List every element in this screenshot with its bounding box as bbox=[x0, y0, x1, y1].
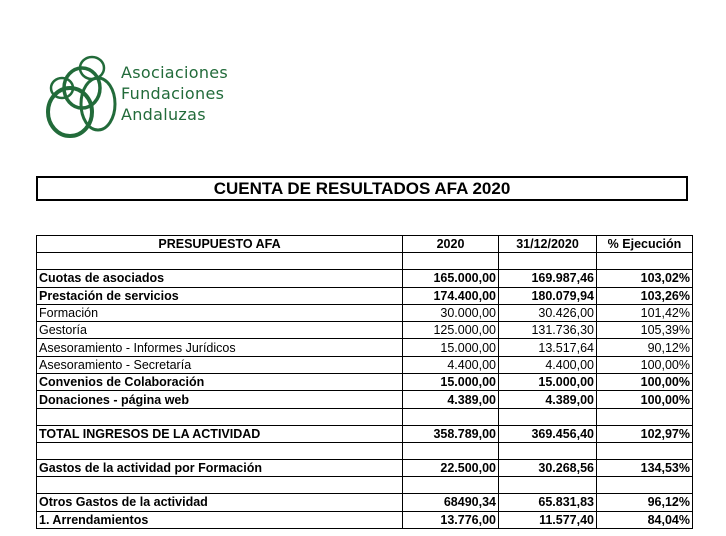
row-value-31-12 bbox=[499, 408, 597, 425]
row-value-2020 bbox=[403, 477, 499, 494]
row-label bbox=[37, 253, 403, 270]
results-table bbox=[36, 235, 693, 529]
row-value-31-12: 4.400,00 bbox=[499, 356, 597, 373]
table-row bbox=[37, 494, 693, 511]
table-row bbox=[37, 356, 693, 373]
row-label: Otros Gastos de la actividad bbox=[37, 494, 403, 511]
row-value-2020: 15.000,00 bbox=[403, 374, 499, 391]
row-value-31-12: 30.426,00 bbox=[499, 304, 597, 321]
row-value-31-12: 15.000,00 bbox=[499, 374, 597, 391]
row-pct-ejecucion: 134,53% bbox=[597, 459, 693, 476]
row-value-2020: 174.400,00 bbox=[403, 287, 499, 304]
row-value-31-12: 131.736,30 bbox=[499, 322, 597, 339]
logo-line-andaluzas: Andaluzas bbox=[121, 105, 206, 124]
row-pct-ejecucion: 105,39% bbox=[597, 322, 693, 339]
table-row bbox=[37, 391, 693, 408]
header-2020: 2020 bbox=[403, 236, 499, 253]
logo-line-asociaciones: Asociaciones bbox=[121, 63, 229, 82]
table-row bbox=[37, 304, 693, 321]
row-label: Gastos de la actividad por Formación bbox=[37, 459, 403, 476]
row-label: 1. Arrendamientos bbox=[37, 511, 403, 528]
table-spacer-row bbox=[37, 253, 693, 270]
row-value-2020: 4.400,00 bbox=[403, 356, 499, 373]
table-row bbox=[37, 322, 693, 339]
row-pct-ejecucion bbox=[597, 253, 693, 270]
row-value-2020: 358.789,00 bbox=[403, 425, 499, 442]
row-pct-ejecucion bbox=[597, 408, 693, 425]
row-pct-ejecucion: 102,97% bbox=[597, 425, 693, 442]
row-value-31-12: 65.831,83 bbox=[499, 494, 597, 511]
row-pct-ejecucion: 96,12% bbox=[597, 494, 693, 511]
row-value-31-12: 180.079,94 bbox=[499, 287, 597, 304]
table-body bbox=[37, 253, 693, 529]
row-value-2020 bbox=[403, 408, 499, 425]
row-value-31-12: 169.987,46 bbox=[499, 270, 597, 287]
row-pct-ejecucion: 100,00% bbox=[597, 356, 693, 373]
logo-line-fundaciones: Fundaciones bbox=[121, 84, 225, 103]
row-label: Asesoramiento - Secretaría bbox=[37, 356, 403, 373]
row-pct-ejecucion: 84,04% bbox=[597, 511, 693, 528]
row-label bbox=[37, 477, 403, 494]
table-row bbox=[37, 287, 693, 304]
row-label: Formación bbox=[37, 304, 403, 321]
row-value-2020 bbox=[403, 253, 499, 270]
row-label: Cuotas de asociados bbox=[37, 270, 403, 287]
row-value-2020: 4.389,00 bbox=[403, 391, 499, 408]
row-value-2020: 22.500,00 bbox=[403, 459, 499, 476]
table-row bbox=[37, 425, 693, 442]
row-label: Convenios de Colaboración bbox=[37, 374, 403, 391]
row-pct-ejecucion: 100,00% bbox=[597, 391, 693, 408]
row-value-2020: 125.000,00 bbox=[403, 322, 499, 339]
table-spacer-row bbox=[37, 477, 693, 494]
header-ejecucion: % Ejecución bbox=[597, 236, 693, 253]
row-pct-ejecucion: 101,42% bbox=[597, 304, 693, 321]
table-row bbox=[37, 270, 693, 287]
table-spacer-row bbox=[37, 442, 693, 459]
row-label: Prestación de servicios bbox=[37, 287, 403, 304]
row-value-2020: 165.000,00 bbox=[403, 270, 499, 287]
row-pct-ejecucion: 90,12% bbox=[597, 339, 693, 356]
table-row bbox=[37, 459, 693, 476]
table-row bbox=[37, 511, 693, 528]
table-spacer-row bbox=[37, 408, 693, 425]
row-label: TOTAL INGRESOS DE LA ACTIVIDAD bbox=[37, 425, 403, 442]
row-value-31-12: 369.456,40 bbox=[499, 425, 597, 442]
table-header-row bbox=[37, 236, 693, 253]
header-presupuesto: PRESUPUESTO AFA bbox=[37, 236, 403, 253]
page-title: CUENTA DE RESULTADOS AFA 2020 bbox=[36, 176, 688, 201]
row-value-2020: 15.000,00 bbox=[403, 339, 499, 356]
row-value-31-12 bbox=[499, 442, 597, 459]
table-row bbox=[37, 339, 693, 356]
logo-text bbox=[121, 62, 228, 125]
row-pct-ejecucion bbox=[597, 442, 693, 459]
row-value-31-12: 13.517,64 bbox=[499, 339, 597, 356]
row-value-31-12: 30.268,56 bbox=[499, 459, 597, 476]
row-label: Asesoramiento - Informes Jurídicos bbox=[37, 339, 403, 356]
row-value-31-12: 11.577,40 bbox=[499, 511, 597, 528]
row-pct-ejecucion: 103,02% bbox=[597, 270, 693, 287]
row-pct-ejecucion bbox=[597, 477, 693, 494]
row-label bbox=[37, 408, 403, 425]
header-31-12-2020: 31/12/2020 bbox=[499, 236, 597, 253]
row-value-31-12 bbox=[499, 253, 597, 270]
row-value-31-12 bbox=[499, 477, 597, 494]
table-row bbox=[37, 374, 693, 391]
row-value-31-12: 4.389,00 bbox=[499, 391, 597, 408]
row-label: Gestoría bbox=[37, 322, 403, 339]
row-value-2020: 13.776,00 bbox=[403, 511, 499, 528]
row-value-2020: 30.000,00 bbox=[403, 304, 499, 321]
row-label bbox=[37, 442, 403, 459]
row-value-2020 bbox=[403, 442, 499, 459]
row-value-2020: 68490,34 bbox=[403, 494, 499, 511]
row-pct-ejecucion: 103,26% bbox=[597, 287, 693, 304]
row-label: Donaciones - página web bbox=[37, 391, 403, 408]
row-pct-ejecucion: 100,00% bbox=[597, 374, 693, 391]
